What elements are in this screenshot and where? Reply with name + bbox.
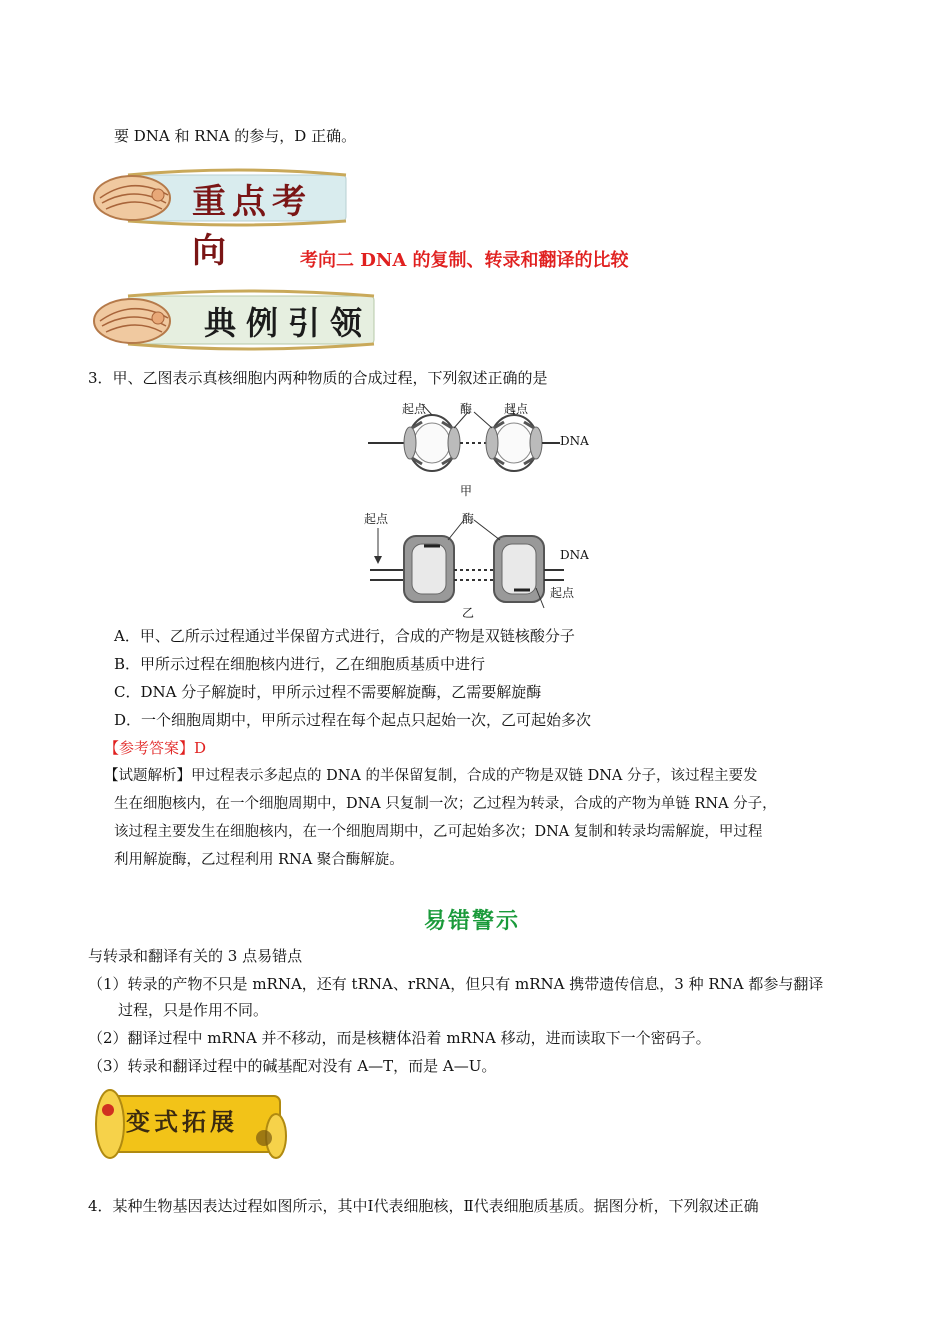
banner-variant-expand xyxy=(88,1082,288,1166)
option-a: A．甲、乙所示过程通过半保留方式进行，合成的产物是双链核酸分子 xyxy=(114,627,575,645)
transcription-diagram xyxy=(364,510,604,622)
option-c: C．DNA 分子解旋时，甲所示过程不需要解旋酶，乙需要解旋酶 xyxy=(114,683,542,701)
figure-caption: 甲 xyxy=(460,484,473,498)
warning-title: 易错警示 xyxy=(424,908,521,934)
warning-point: （3）转录和翻译过程中的碱基配对没有 A—T，而是 A—U。 xyxy=(88,1057,497,1075)
label-origin: 起点 xyxy=(550,586,575,600)
figure-yi xyxy=(364,510,604,622)
label-origin: 起点 xyxy=(402,402,427,416)
banner-title: 典例引领 xyxy=(204,304,373,342)
label-origin: 起点 xyxy=(504,402,529,416)
banner-example-lead xyxy=(88,288,378,352)
warning-point: 过程，只是作用不同。 xyxy=(118,1001,269,1019)
label-dna: DNA xyxy=(560,548,589,562)
analysis-line: 该过程主要发生在细胞核内，在一个细胞周期中，乙可起始多次；DNA 复制和转录均需解旋，甲过程 xyxy=(114,824,763,840)
analysis-line: 利用解旋酶，乙过程利用 RNA 聚合酶解旋。 xyxy=(114,852,404,868)
figure-jia xyxy=(360,398,600,498)
question-3-stem: 3．甲、乙图表示真核细胞内两种物质的合成过程，下列叙述正确的是 xyxy=(88,369,548,387)
analysis-line: 生在细胞核内，在一个细胞周期中，DNA 只复制一次；乙过程为转录，合成的产物为单链 RNA 分子， xyxy=(114,796,777,812)
question-4-stem: 4．某种生物基因表达过程如图所示，其中Ⅰ代表细胞核，Ⅱ代表细胞质基质。据图分析，下列叙述正确 xyxy=(88,1197,759,1215)
banner-title: 重点考向 xyxy=(192,182,312,271)
banner-title: 变式拓展 xyxy=(126,1107,238,1136)
label-origin: 起点 xyxy=(364,512,389,526)
continuation-line: 要 DNA 和 RNA 的参与，D 正确。 xyxy=(114,127,357,145)
warning-point: （2）翻译过程中 mRNA 并不移动，而是核糖体沿着 mRNA 移动，进而读取下一个密码子。 xyxy=(88,1029,711,1047)
banner-key-direction xyxy=(88,165,350,271)
label-enzyme: 酶 xyxy=(460,402,473,416)
figure-caption: 乙 xyxy=(462,606,475,620)
warning-intro: 与转录和翻译有关的 3 点易错点 xyxy=(88,947,303,965)
replication-diagram xyxy=(360,398,600,498)
option-d: D．一个细胞周期中，甲所示过程在每个起点只起始一次，乙可起始多次 xyxy=(114,711,592,729)
analysis-line: 【试题解析】甲过程表示多起点的 DNA 的半保留复制，合成的产物是双链 DNA 分子，该过程主要发 xyxy=(104,768,758,784)
option-b: B．甲所示过程在细胞核内进行，乙在细胞质基质中进行 xyxy=(114,655,486,673)
reference-answer: 【参考答案】D xyxy=(104,739,207,757)
section-title: 考向二 DNA 的复制、转录和翻译的比较 xyxy=(300,250,629,271)
warning-point: （1）转录的产物不只是 mRNA，还有 tRNA、rRNA，但只有 mRNA 携带遗传信息，3 种 RNA 都参与翻译 xyxy=(88,975,824,993)
label-enzyme: 酶 xyxy=(462,512,475,526)
label-dna: DNA xyxy=(560,434,589,448)
